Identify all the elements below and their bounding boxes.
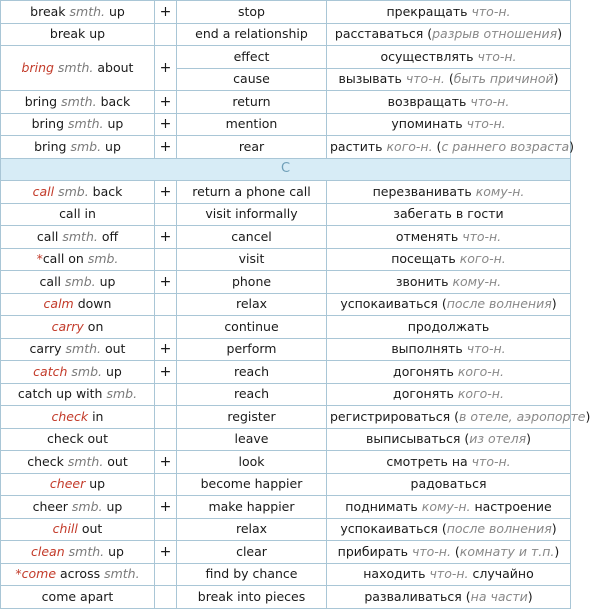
phrase-segment: smb. bbox=[71, 498, 103, 514]
table-row bbox=[1, 428, 571, 451]
english-meaning-cell: reach bbox=[177, 361, 327, 384]
phrase-segment: bring bbox=[24, 93, 62, 109]
russian-translation-cell bbox=[327, 68, 571, 91]
phrase-segment: smth. bbox=[104, 566, 140, 582]
table-row bbox=[1, 383, 571, 406]
translation-segment: что-н. bbox=[470, 93, 510, 109]
russian-translation-cell bbox=[327, 1, 571, 24]
phrase-segment: smth. bbox=[68, 543, 105, 559]
table-row bbox=[1, 113, 571, 136]
translation-segment: прибирать bbox=[337, 543, 412, 559]
separable-marker-cell bbox=[155, 203, 177, 226]
phrasal-verb-cell bbox=[1, 226, 155, 249]
english-meaning-cell: look bbox=[177, 451, 327, 474]
russian-translation-cell bbox=[327, 406, 590, 429]
phrasal-verb-cell bbox=[1, 248, 155, 271]
russian-translation-cell bbox=[327, 91, 571, 114]
english-meaning-cell: cancel bbox=[177, 226, 327, 249]
russian-translation-cell bbox=[327, 541, 571, 564]
table-row bbox=[1, 91, 571, 114]
separable-marker-cell: + bbox=[155, 113, 177, 136]
translation-segment: кому-н. bbox=[452, 273, 502, 289]
separable-marker-cell bbox=[155, 248, 177, 271]
english-meaning-cell: phone bbox=[177, 271, 327, 294]
table-body bbox=[1, 1, 590, 609]
translation-segment: быть причиной bbox=[453, 71, 554, 87]
translation-segment: успокаиваться ( bbox=[340, 521, 447, 537]
translation-segment: ( bbox=[432, 138, 442, 154]
phrasal-verb-cell bbox=[1, 518, 155, 541]
table-row bbox=[1, 23, 571, 46]
russian-translation-cell bbox=[327, 361, 571, 384]
translation-segment: вызывать bbox=[338, 71, 406, 87]
table-row bbox=[1, 338, 571, 361]
separable-marker-cell bbox=[155, 428, 177, 451]
phrasal-verb-cell bbox=[1, 136, 155, 159]
translation-segment: кому-н. bbox=[421, 498, 471, 514]
russian-translation-cell bbox=[327, 563, 571, 586]
phrase-segment: smth. bbox=[61, 93, 97, 109]
phrasal-verb-cell bbox=[1, 271, 155, 294]
translation-segment: поднимать bbox=[345, 498, 422, 514]
separable-marker-cell: + bbox=[155, 338, 177, 361]
phrase-segment: in bbox=[88, 408, 104, 424]
translation-segment: комнату и т.п. bbox=[459, 543, 555, 559]
russian-translation-cell bbox=[327, 136, 575, 159]
translation-segment: смотреть на bbox=[386, 453, 472, 469]
phrase-segment: carry bbox=[29, 341, 66, 357]
phrase-segment: up bbox=[105, 3, 125, 19]
phrase-segment: up bbox=[103, 116, 124, 132]
phrase-segment: smb. bbox=[65, 273, 96, 289]
phrasal-verb-cell bbox=[1, 383, 155, 406]
separable-marker-cell: + bbox=[155, 1, 177, 24]
translation-segment: успокаиваться ( bbox=[340, 296, 447, 312]
phrase-segment: call bbox=[32, 183, 59, 199]
russian-translation-cell bbox=[327, 23, 571, 46]
separable-marker-cell bbox=[155, 23, 177, 46]
phrase-segment: back bbox=[88, 183, 123, 199]
phrase-segment: out bbox=[101, 341, 126, 357]
phrasal-verb-cell bbox=[1, 316, 155, 339]
english-meaning-cell: reach bbox=[177, 383, 327, 406]
phrase-segment: * bbox=[15, 566, 22, 582]
english-meaning-cell: return bbox=[177, 91, 327, 114]
phrase-segment: cheer bbox=[49, 476, 86, 492]
phrase-segment: bring bbox=[34, 138, 71, 154]
phrasal-verb-cell bbox=[1, 91, 155, 114]
translation-segment: что-н. bbox=[477, 48, 517, 64]
translation-segment: что-н. bbox=[429, 566, 469, 582]
translation-segment: ( bbox=[450, 543, 460, 559]
translation-segment: после волнения bbox=[446, 521, 552, 537]
russian-translation-cell bbox=[327, 293, 571, 316]
phrase-segment: up bbox=[85, 476, 106, 492]
translation-segment: что-н. bbox=[411, 543, 451, 559]
separable-marker-cell: + bbox=[155, 496, 177, 519]
phrase-segment: smb. bbox=[70, 138, 102, 154]
translation-segment: что-н. bbox=[466, 116, 506, 132]
english-meaning-cell: mention bbox=[177, 113, 327, 136]
english-meaning-cell: end a relationship bbox=[177, 23, 327, 46]
russian-translation-cell bbox=[327, 248, 571, 271]
translation-segment: радоваться bbox=[410, 476, 487, 492]
phrase-segment: smth. bbox=[67, 453, 104, 469]
phrase-segment: call bbox=[36, 228, 63, 244]
phrasal-verb-cell bbox=[1, 496, 155, 519]
english-meaning-cell: stop bbox=[177, 1, 327, 24]
translation-segment: ) bbox=[554, 543, 560, 559]
russian-translation-cell bbox=[327, 316, 571, 339]
table-row bbox=[1, 473, 571, 496]
phrase-segment: * bbox=[36, 251, 43, 267]
phrase-segment: smb. bbox=[58, 183, 89, 199]
english-meaning-cell: cause bbox=[177, 68, 327, 91]
translation-segment: ) bbox=[526, 431, 531, 447]
phrase-segment: come apart bbox=[41, 588, 114, 604]
english-meaning-cell: register bbox=[177, 406, 327, 429]
separable-marker-cell bbox=[155, 316, 177, 339]
phrase-segment: off bbox=[97, 228, 119, 244]
english-meaning-cell: leave bbox=[177, 428, 327, 451]
russian-translation-cell bbox=[327, 586, 571, 609]
translation-segment: догонять bbox=[393, 363, 458, 379]
phrasal-verb-cell bbox=[1, 338, 155, 361]
english-meaning-cell: become happier bbox=[177, 473, 327, 496]
english-meaning-cell: find by chance bbox=[177, 563, 327, 586]
table-row bbox=[1, 563, 571, 586]
table-row bbox=[1, 586, 571, 609]
english-meaning-cell: perform bbox=[177, 338, 327, 361]
russian-translation-cell bbox=[327, 428, 571, 451]
phrase-segment: up bbox=[101, 363, 122, 379]
separable-marker-cell: + bbox=[155, 46, 177, 91]
english-meaning-cell: break into pieces bbox=[177, 586, 327, 609]
english-meaning-cell: make happier bbox=[177, 496, 327, 519]
translation-segment: ) bbox=[551, 521, 557, 537]
translation-segment: посещать bbox=[391, 251, 460, 267]
separable-marker-cell: + bbox=[155, 451, 177, 474]
russian-translation-cell bbox=[327, 338, 571, 361]
translation-segment: случайно bbox=[468, 566, 534, 582]
table-row bbox=[1, 496, 571, 519]
phrase-segment: up bbox=[102, 498, 123, 514]
table-row bbox=[1, 181, 571, 204]
translation-segment: регистрироваться ( bbox=[330, 408, 460, 424]
translation-segment: на части bbox=[470, 588, 528, 604]
phrase-segment: check out bbox=[46, 431, 109, 447]
phrase-segment: call in bbox=[59, 206, 96, 222]
english-meaning-cell: clear bbox=[177, 541, 327, 564]
phrase-segment: calm bbox=[43, 296, 74, 312]
russian-translation-cell bbox=[327, 271, 571, 294]
table-row bbox=[1, 203, 571, 226]
translation-segment: выполнять bbox=[391, 341, 467, 357]
phrase-segment: come bbox=[21, 566, 57, 582]
phrase-segment: smb. bbox=[106, 386, 138, 402]
english-meaning-cell: relax bbox=[177, 293, 327, 316]
phrase-segment: smth. bbox=[68, 116, 104, 132]
russian-translation-cell bbox=[327, 46, 571, 69]
phrasal-verb-cell bbox=[1, 406, 155, 429]
english-meaning-cell: visit bbox=[177, 248, 327, 271]
english-meaning-cell: rear bbox=[177, 136, 327, 159]
table-row bbox=[1, 226, 571, 249]
phrase-segment: across bbox=[56, 566, 105, 582]
phrase-segment: out bbox=[77, 521, 103, 537]
translation-segment: осуществлять bbox=[380, 48, 478, 64]
phrasal-verb-cell bbox=[1, 586, 155, 609]
phrasal-verb-cell bbox=[1, 473, 155, 496]
phrase-segment: smth. bbox=[65, 341, 101, 357]
phrase-segment: smth. bbox=[69, 3, 106, 19]
phrasal-verb-cell bbox=[1, 23, 155, 46]
phrase-segment: carry bbox=[51, 318, 84, 334]
phrase-segment: on bbox=[83, 318, 104, 334]
translation-segment: разваливаться ( bbox=[364, 588, 471, 604]
translation-segment: выписываться ( bbox=[366, 431, 470, 447]
phrase-segment: up bbox=[101, 138, 121, 154]
separable-marker-cell: + bbox=[155, 91, 177, 114]
phrasal-verb-cell bbox=[1, 46, 155, 91]
translation-segment: кого-н. bbox=[457, 386, 504, 402]
separable-marker-cell: + bbox=[155, 226, 177, 249]
table-row bbox=[1, 293, 571, 316]
russian-translation-cell bbox=[327, 518, 571, 541]
translation-segment: с раннего возраста bbox=[441, 138, 570, 154]
phrase-segment: bring bbox=[21, 60, 58, 75]
phrase-segment: bring bbox=[31, 116, 69, 132]
russian-translation-cell bbox=[327, 203, 571, 226]
phrasal-verb-cell bbox=[1, 428, 155, 451]
phrasal-verb-cell bbox=[1, 541, 155, 564]
table-row bbox=[1, 541, 571, 564]
phrase-segment: down bbox=[73, 296, 112, 312]
russian-translation-cell bbox=[327, 383, 571, 406]
separable-marker-cell bbox=[155, 563, 177, 586]
phrase-segment: about bbox=[93, 60, 134, 75]
translation-segment: перезванивать bbox=[372, 183, 476, 199]
translation-segment: ) bbox=[569, 138, 575, 154]
letter-heading: C bbox=[1, 158, 571, 181]
phrasal-verb-cell bbox=[1, 361, 155, 384]
russian-translation-cell bbox=[327, 496, 571, 519]
translation-segment: после волнения bbox=[446, 296, 552, 312]
translation-segment: что-н. bbox=[471, 453, 511, 469]
translation-segment: ) bbox=[551, 296, 557, 312]
translation-segment: что-н. bbox=[462, 228, 502, 244]
table-row bbox=[1, 271, 571, 294]
translation-segment: возвращать bbox=[387, 93, 471, 109]
phrase-segment: smb. bbox=[87, 251, 119, 267]
phrase-segment: out bbox=[103, 453, 128, 469]
phrase-segment: check bbox=[27, 453, 68, 469]
translation-segment: настроение bbox=[470, 498, 552, 514]
separable-marker-cell: + bbox=[155, 361, 177, 384]
russian-translation-cell bbox=[327, 451, 571, 474]
separable-marker-cell bbox=[155, 383, 177, 406]
translation-segment: в отеле, аэропорте bbox=[459, 408, 586, 424]
translation-segment: кого-н. bbox=[457, 363, 504, 379]
table-row bbox=[1, 248, 571, 271]
phrase-segment: call bbox=[39, 273, 65, 289]
english-meaning-cell: visit informally bbox=[177, 203, 327, 226]
table-row bbox=[1, 361, 571, 384]
table-row bbox=[1, 136, 571, 159]
russian-translation-cell bbox=[327, 181, 571, 204]
phrase-segment: check bbox=[51, 408, 89, 424]
translation-segment: ) bbox=[527, 588, 533, 604]
phrase-segment: up bbox=[95, 273, 116, 289]
translation-segment: что-н. bbox=[471, 3, 511, 19]
table-row bbox=[1, 1, 571, 24]
translation-segment: разрыв отношения bbox=[432, 26, 558, 42]
translation-segment: ) bbox=[553, 71, 559, 87]
phrase-segment: catch bbox=[33, 363, 68, 379]
table-row bbox=[1, 316, 571, 339]
phrase-segment: up bbox=[104, 543, 124, 559]
translation-segment: находить bbox=[363, 566, 430, 582]
phrasal-verb-cell bbox=[1, 1, 155, 24]
phrase-segment: clean bbox=[31, 543, 65, 559]
translation-segment: продолжать bbox=[407, 318, 490, 334]
separable-marker-cell bbox=[155, 586, 177, 609]
translation-segment: из отеля bbox=[469, 431, 527, 447]
separable-marker-cell bbox=[155, 518, 177, 541]
separable-marker-cell bbox=[155, 406, 177, 429]
phrase-segment: catch up with bbox=[17, 386, 107, 402]
translation-segment: что-н. bbox=[466, 341, 506, 357]
english-meaning-cell: continue bbox=[177, 316, 327, 339]
translation-segment: звонить bbox=[395, 273, 453, 289]
table-row bbox=[1, 518, 571, 541]
english-meaning-cell: effect bbox=[177, 46, 327, 69]
phrase-segment: smth. bbox=[62, 228, 98, 244]
phrasal-verb-cell bbox=[1, 563, 155, 586]
phrase-segment: back bbox=[96, 93, 131, 109]
phrase-segment: break bbox=[30, 3, 70, 19]
table-row bbox=[1, 451, 571, 474]
translation-segment: растить bbox=[330, 138, 387, 154]
phrase-segment: chill bbox=[52, 521, 78, 537]
russian-translation-cell bbox=[327, 113, 571, 136]
translation-segment: ( bbox=[444, 71, 454, 87]
phrasal-verb-cell bbox=[1, 451, 155, 474]
translation-segment: что-н. bbox=[405, 71, 445, 87]
translation-segment: забегать в гости bbox=[393, 206, 504, 222]
phrase-segment: smth. bbox=[57, 60, 94, 75]
translation-segment: ) bbox=[557, 26, 563, 42]
phrase-segment: call on bbox=[42, 251, 88, 267]
russian-translation-cell bbox=[327, 226, 571, 249]
letter-divider-row bbox=[1, 158, 571, 181]
separable-marker-cell: + bbox=[155, 271, 177, 294]
phrasal-verb-cell bbox=[1, 113, 155, 136]
english-meaning-cell: return a phone call bbox=[177, 181, 327, 204]
translation-segment: догонять bbox=[393, 386, 458, 402]
table-row bbox=[1, 406, 571, 429]
phrase-segment: smb. bbox=[71, 363, 102, 379]
english-meaning-cell: relax bbox=[177, 518, 327, 541]
phrase-segment: break up bbox=[49, 26, 106, 42]
phrase-segment: cheer bbox=[32, 498, 72, 514]
translation-segment: расставаться ( bbox=[334, 26, 433, 42]
separable-marker-cell bbox=[155, 293, 177, 316]
russian-translation-cell bbox=[327, 473, 571, 496]
separable-marker-cell: + bbox=[155, 181, 177, 204]
translation-segment: кого-н. bbox=[386, 138, 433, 154]
phrasal-verb-cell bbox=[1, 203, 155, 226]
translation-segment: прекращать bbox=[386, 3, 472, 19]
table-row bbox=[1, 46, 571, 69]
translation-segment: упоминать bbox=[391, 116, 467, 132]
translation-segment: кого-н. bbox=[459, 251, 506, 267]
phrasal-verb-cell bbox=[1, 181, 155, 204]
phrasal-verb-cell bbox=[1, 293, 155, 316]
translation-segment: ) bbox=[585, 408, 590, 424]
translation-segment: кому-н. bbox=[475, 183, 525, 199]
separable-marker-cell: + bbox=[155, 136, 177, 159]
separable-marker-cell bbox=[155, 473, 177, 496]
translation-segment: отменять bbox=[395, 228, 463, 244]
separable-marker-cell: + bbox=[155, 541, 177, 564]
